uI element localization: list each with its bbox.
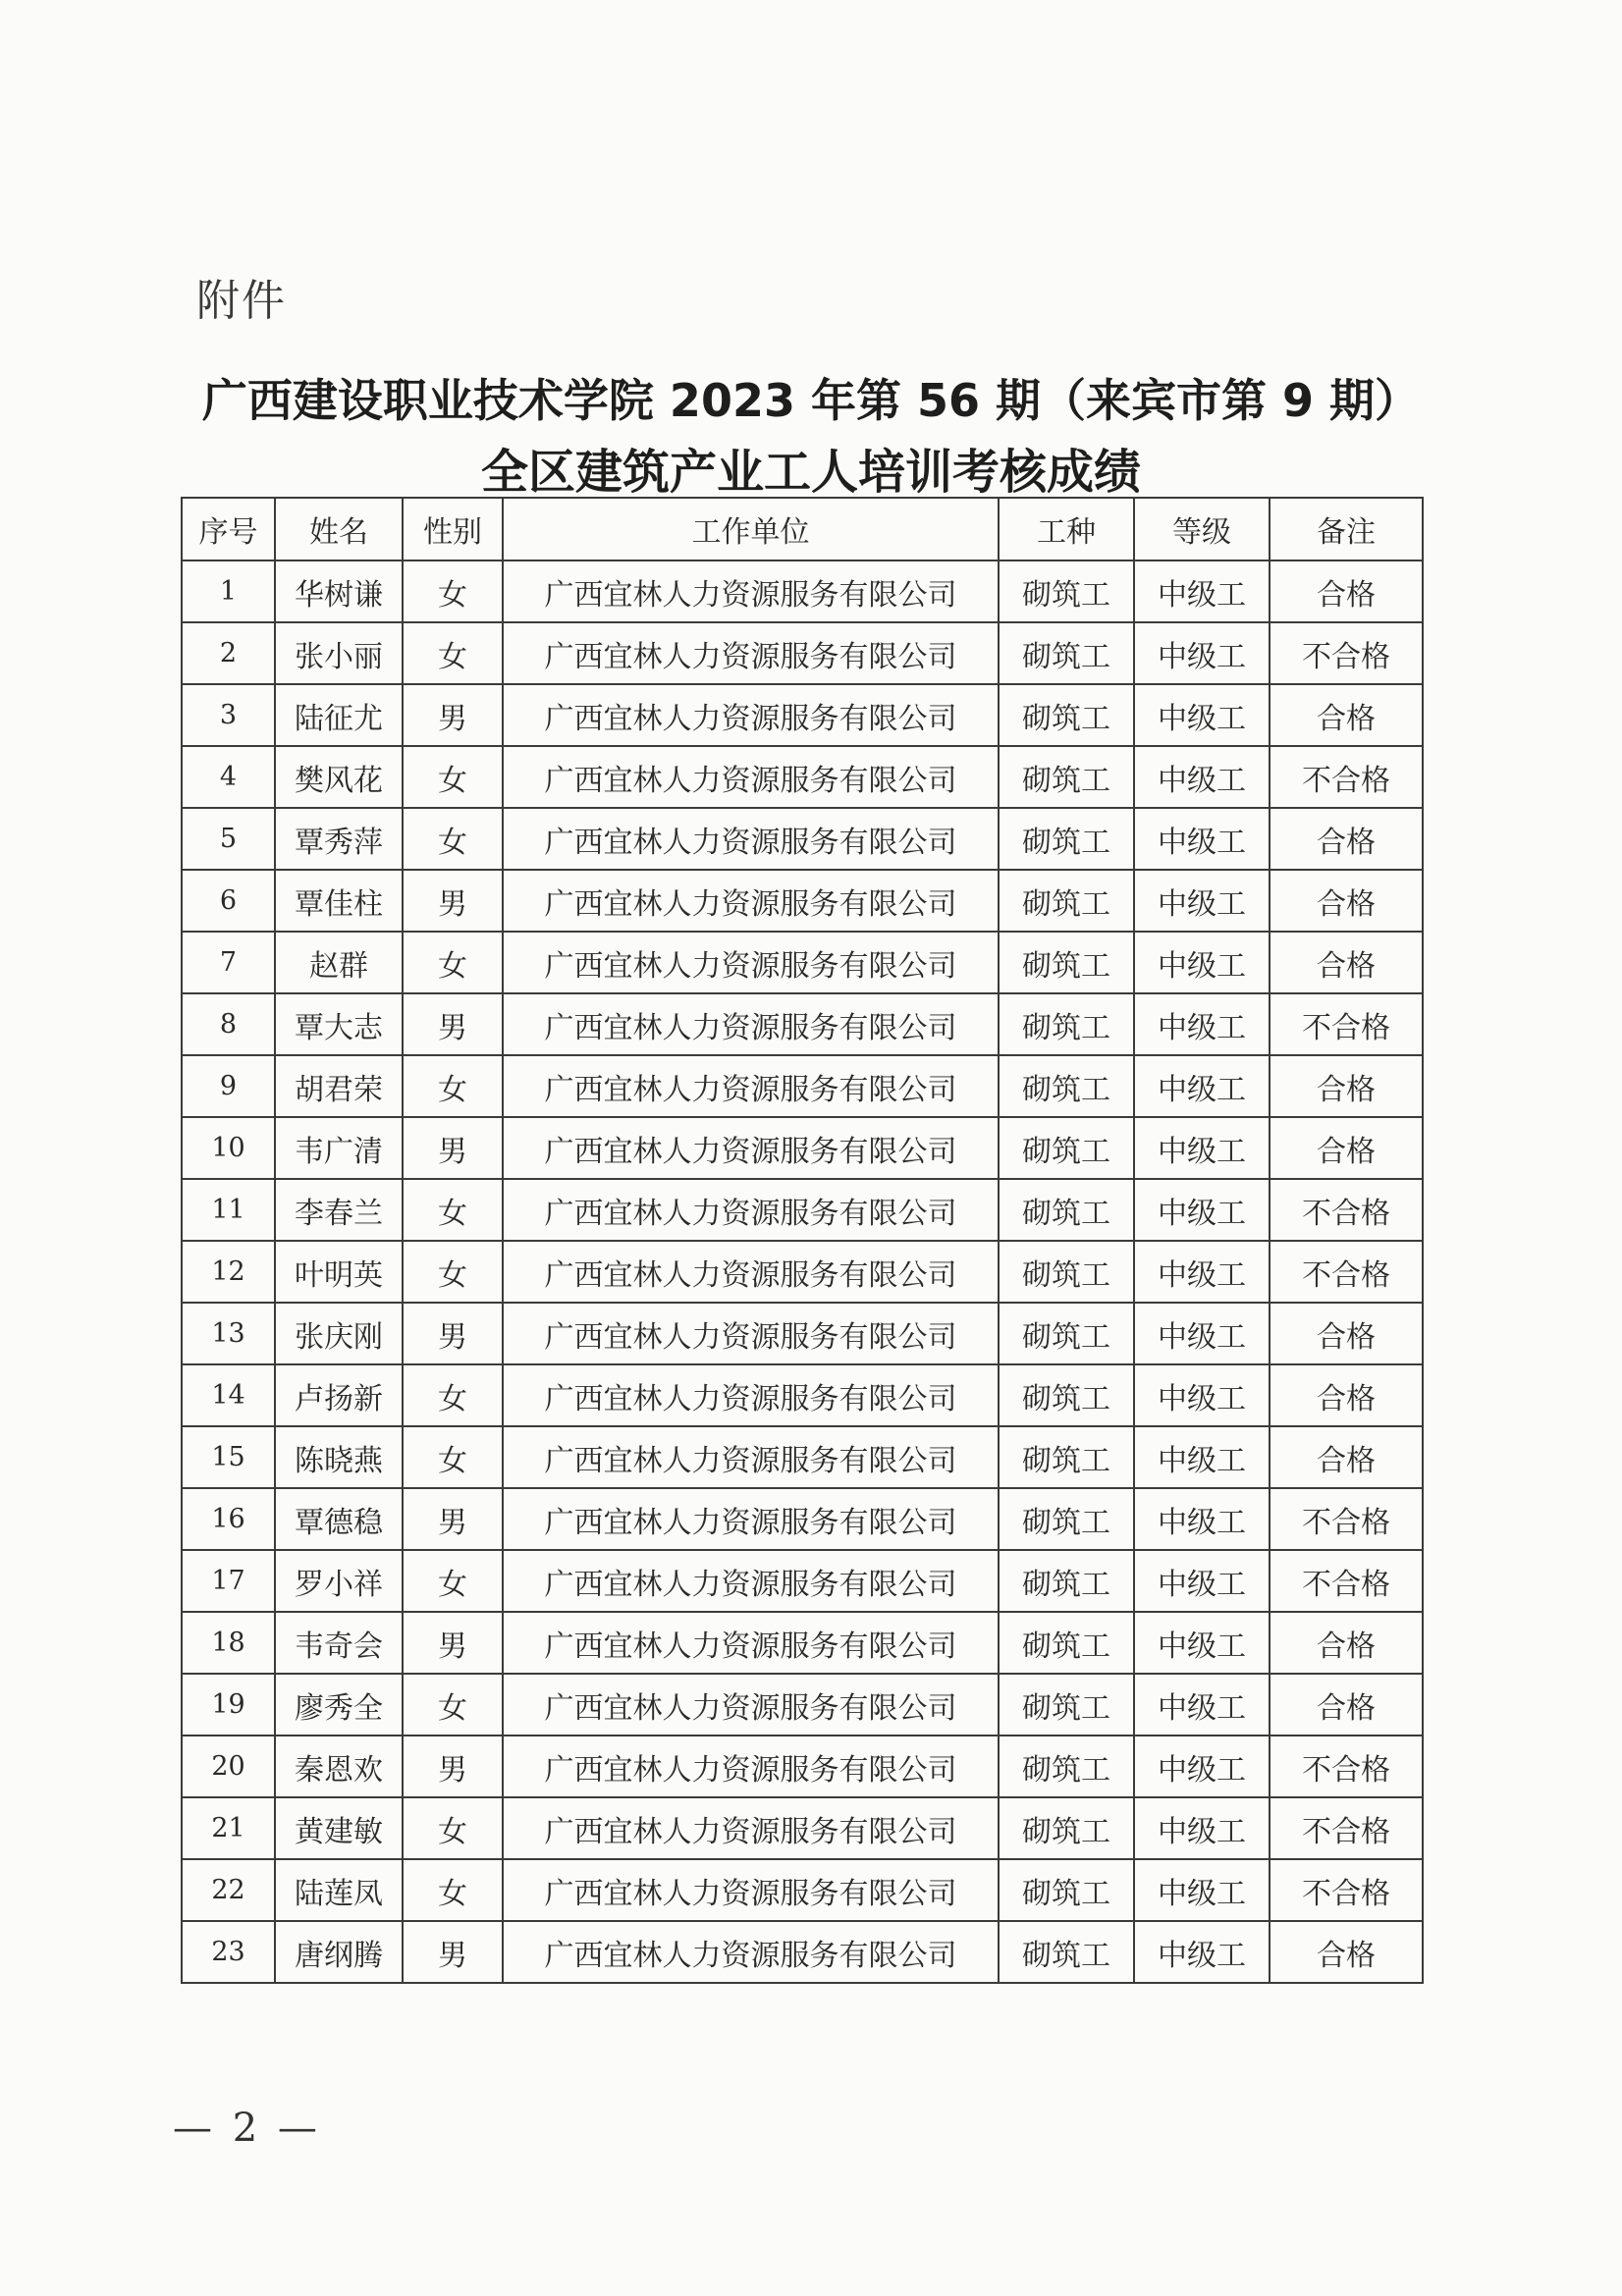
- cell-remark: 合格: [1270, 1921, 1423, 1983]
- cell-level: 中级工: [1134, 1921, 1270, 1983]
- cell-trade: 砌筑工: [999, 1303, 1134, 1364]
- cell-employer: 广西宜林人力资源服务有限公司: [503, 1797, 999, 1859]
- cell-trade: 砌筑工: [999, 1612, 1134, 1674]
- cell-trade: 砌筑工: [999, 1550, 1134, 1612]
- header-seq: 序号: [182, 498, 275, 561]
- cell-name: 李春兰: [275, 1179, 403, 1241]
- cell-employer: 广西宜林人力资源服务有限公司: [503, 1921, 999, 1983]
- cell-seq: 9: [182, 1055, 275, 1117]
- cell-employer: 广西宜林人力资源服务有限公司: [503, 808, 999, 870]
- cell-level: 中级工: [1134, 1241, 1270, 1303]
- cell-trade: 砌筑工: [999, 1921, 1134, 1983]
- cell-level: 中级工: [1134, 561, 1270, 622]
- cell-remark: 合格: [1270, 1612, 1423, 1674]
- cell-remark: 不合格: [1270, 1797, 1423, 1859]
- cell-employer: 广西宜林人力资源服务有限公司: [503, 1550, 999, 1612]
- cell-level: 中级工: [1134, 1612, 1270, 1674]
- table-row: [182, 561, 1423, 622]
- table-row: [182, 993, 1423, 1055]
- cell-trade: 砌筑工: [999, 808, 1134, 870]
- cell-gender: 女: [403, 1797, 503, 1859]
- cell-trade: 砌筑工: [999, 1179, 1134, 1241]
- cell-level: 中级工: [1134, 1179, 1270, 1241]
- cell-remark: 不合格: [1270, 993, 1423, 1055]
- cell-employer: 广西宜林人力资源服务有限公司: [503, 622, 999, 684]
- results-table: [181, 497, 1424, 1984]
- cell-trade: 砌筑工: [999, 1055, 1134, 1117]
- document-title: 广西建设职业技术学院 2023 年第 56 期（来宾市第 9 期）: [201, 374, 1421, 427]
- table-row: [182, 1179, 1423, 1241]
- cell-remark: 合格: [1270, 1303, 1423, 1364]
- cell-gender: 女: [403, 622, 503, 684]
- cell-trade: 砌筑工: [999, 1117, 1134, 1179]
- cell-gender: 女: [403, 1674, 503, 1735]
- cell-employer: 广西宜林人力资源服务有限公司: [503, 1179, 999, 1241]
- cell-remark: 合格: [1270, 1055, 1423, 1117]
- cell-level: 中级工: [1134, 622, 1270, 684]
- cell-remark: 不合格: [1270, 1241, 1423, 1303]
- cell-name: 陆莲凤: [275, 1859, 403, 1921]
- cell-gender: 男: [403, 870, 503, 932]
- cell-employer: 广西宜林人力资源服务有限公司: [503, 993, 999, 1055]
- cell-name: 樊风花: [275, 746, 403, 808]
- cell-seq: 3: [182, 684, 275, 746]
- cell-trade: 砌筑工: [999, 932, 1134, 993]
- cell-seq: 23: [182, 1921, 275, 1983]
- table-row: [182, 932, 1423, 993]
- table-row: [182, 1674, 1423, 1735]
- cell-employer: 广西宜林人力资源服务有限公司: [503, 870, 999, 932]
- cell-seq: 14: [182, 1364, 275, 1426]
- cell-level: 中级工: [1134, 746, 1270, 808]
- cell-employer: 广西宜林人力资源服务有限公司: [503, 1426, 999, 1488]
- cell-gender: 女: [403, 561, 503, 622]
- cell-remark: 不合格: [1270, 1179, 1423, 1241]
- cell-trade: 砌筑工: [999, 993, 1134, 1055]
- cell-trade: 砌筑工: [999, 746, 1134, 808]
- cell-remark: 合格: [1270, 1364, 1423, 1426]
- cell-gender: 女: [403, 1055, 503, 1117]
- cell-remark: 不合格: [1270, 1550, 1423, 1612]
- cell-gender: 女: [403, 1859, 503, 1921]
- cell-remark: 不合格: [1270, 746, 1423, 808]
- cell-level: 中级工: [1134, 1303, 1270, 1364]
- cell-remark: 不合格: [1270, 1488, 1423, 1550]
- cell-seq: 6: [182, 870, 275, 932]
- table-row: [182, 1612, 1423, 1674]
- cell-trade: 砌筑工: [999, 1241, 1134, 1303]
- cell-seq: 8: [182, 993, 275, 1055]
- table-row: [182, 1303, 1423, 1364]
- cell-employer: 广西宜林人力资源服务有限公司: [503, 1859, 999, 1921]
- cell-employer: 广西宜林人力资源服务有限公司: [503, 1117, 999, 1179]
- cell-remark: 合格: [1270, 932, 1423, 993]
- table-row: [182, 808, 1423, 870]
- cell-level: 中级工: [1134, 1550, 1270, 1612]
- header-name: 姓名: [275, 498, 403, 561]
- cell-gender: 女: [403, 1550, 503, 1612]
- cell-employer: 广西宜林人力资源服务有限公司: [503, 1241, 999, 1303]
- cell-level: 中级工: [1134, 1055, 1270, 1117]
- cell-name: 叶明英: [275, 1241, 403, 1303]
- page-number: — 2 —: [173, 2106, 321, 2151]
- cell-seq: 10: [182, 1117, 275, 1179]
- table-row: [182, 684, 1423, 746]
- table-row: [182, 1735, 1423, 1797]
- cell-gender: 男: [403, 1735, 503, 1797]
- cell-remark: 合格: [1270, 808, 1423, 870]
- table-row: [182, 1426, 1423, 1488]
- cell-remark: 合格: [1270, 1674, 1423, 1735]
- cell-gender: 男: [403, 1488, 503, 1550]
- cell-name: 罗小祥: [275, 1550, 403, 1612]
- cell-trade: 砌筑工: [999, 1859, 1134, 1921]
- cell-name: 覃大志: [275, 993, 403, 1055]
- cell-seq: 18: [182, 1612, 275, 1674]
- cell-level: 中级工: [1134, 1426, 1270, 1488]
- cell-gender: 女: [403, 932, 503, 993]
- cell-name: 张小丽: [275, 622, 403, 684]
- cell-level: 中级工: [1134, 1859, 1270, 1921]
- cell-seq: 12: [182, 1241, 275, 1303]
- cell-seq: 11: [182, 1179, 275, 1241]
- cell-remark: 合格: [1270, 1117, 1423, 1179]
- cell-remark: 不合格: [1270, 1735, 1423, 1797]
- cell-seq: 20: [182, 1735, 275, 1797]
- cell-name: 张庆刚: [275, 1303, 403, 1364]
- cell-level: 中级工: [1134, 1735, 1270, 1797]
- cell-seq: 1: [182, 561, 275, 622]
- cell-level: 中级工: [1134, 1674, 1270, 1735]
- cell-remark: 合格: [1270, 870, 1423, 932]
- cell-gender: 男: [403, 1303, 503, 1364]
- cell-name: 赵群: [275, 932, 403, 993]
- cell-level: 中级工: [1134, 1488, 1270, 1550]
- cell-employer: 广西宜林人力资源服务有限公司: [503, 1612, 999, 1674]
- cell-level: 中级工: [1134, 932, 1270, 993]
- table-header-row: [182, 498, 1423, 561]
- cell-gender: 男: [403, 1117, 503, 1179]
- table-row: [182, 1921, 1423, 1983]
- table-row: [182, 1055, 1423, 1117]
- cell-trade: 砌筑工: [999, 622, 1134, 684]
- header-remark: 备注: [1270, 498, 1423, 561]
- cell-name: 秦恩欢: [275, 1735, 403, 1797]
- cell-gender: 女: [403, 1241, 503, 1303]
- header-gender: 性别: [403, 498, 503, 561]
- cell-seq: 19: [182, 1674, 275, 1735]
- cell-remark: 合格: [1270, 1426, 1423, 1488]
- cell-gender: 男: [403, 1612, 503, 1674]
- cell-name: 韦奇会: [275, 1612, 403, 1674]
- cell-name: 覃佳柱: [275, 870, 403, 932]
- table-row: [182, 1488, 1423, 1550]
- cell-trade: 砌筑工: [999, 684, 1134, 746]
- attachment-label: 附件: [196, 276, 287, 326]
- cell-employer: 广西宜林人力资源服务有限公司: [503, 684, 999, 746]
- table-row: [182, 622, 1423, 684]
- cell-trade: 砌筑工: [999, 1364, 1134, 1426]
- cell-name: 陆征尤: [275, 684, 403, 746]
- cell-seq: 15: [182, 1426, 275, 1488]
- cell-trade: 砌筑工: [999, 1488, 1134, 1550]
- table-row: [182, 1797, 1423, 1859]
- document-subtitle: 全区建筑产业工人培训考核成绩: [480, 445, 1141, 500]
- cell-name: 韦广清: [275, 1117, 403, 1179]
- cell-remark: 不合格: [1270, 1859, 1423, 1921]
- table-row: [182, 1550, 1423, 1612]
- table-row: [182, 1241, 1423, 1303]
- cell-seq: 5: [182, 808, 275, 870]
- cell-trade: 砌筑工: [999, 561, 1134, 622]
- cell-level: 中级工: [1134, 808, 1270, 870]
- header-employer: 工作单位: [503, 498, 999, 561]
- cell-level: 中级工: [1134, 1117, 1270, 1179]
- cell-name: 陈晓燕: [275, 1426, 403, 1488]
- cell-remark: 不合格: [1270, 622, 1423, 684]
- cell-employer: 广西宜林人力资源服务有限公司: [503, 1488, 999, 1550]
- cell-gender: 男: [403, 1921, 503, 1983]
- cell-seq: 21: [182, 1797, 275, 1859]
- table-row: [182, 870, 1423, 932]
- table-body: [182, 561, 1423, 1983]
- cell-gender: 女: [403, 1364, 503, 1426]
- cell-employer: 广西宜林人力资源服务有限公司: [503, 1364, 999, 1426]
- cell-level: 中级工: [1134, 1364, 1270, 1426]
- table-row: [182, 1859, 1423, 1921]
- table-row: [182, 1364, 1423, 1426]
- cell-seq: 2: [182, 622, 275, 684]
- cell-employer: 广西宜林人力资源服务有限公司: [503, 1055, 999, 1117]
- cell-gender: 男: [403, 993, 503, 1055]
- cell-name: 覃秀萍: [275, 808, 403, 870]
- cell-employer: 广西宜林人力资源服务有限公司: [503, 746, 999, 808]
- cell-employer: 广西宜林人力资源服务有限公司: [503, 1303, 999, 1364]
- cell-level: 中级工: [1134, 993, 1270, 1055]
- cell-employer: 广西宜林人力资源服务有限公司: [503, 1674, 999, 1735]
- header-trade: 工种: [999, 498, 1134, 561]
- cell-seq: 7: [182, 932, 275, 993]
- cell-name: 胡君荣: [275, 1055, 403, 1117]
- cell-gender: 女: [403, 808, 503, 870]
- cell-seq: 22: [182, 1859, 275, 1921]
- cell-seq: 4: [182, 746, 275, 808]
- cell-level: 中级工: [1134, 684, 1270, 746]
- cell-gender: 女: [403, 1426, 503, 1488]
- cell-trade: 砌筑工: [999, 870, 1134, 932]
- cell-name: 华树谦: [275, 561, 403, 622]
- cell-trade: 砌筑工: [999, 1735, 1134, 1797]
- cell-employer: 广西宜林人力资源服务有限公司: [503, 1735, 999, 1797]
- cell-employer: 广西宜林人力资源服务有限公司: [503, 932, 999, 993]
- cell-name: 廖秀全: [275, 1674, 403, 1735]
- cell-name: 覃德稳: [275, 1488, 403, 1550]
- cell-seq: 13: [182, 1303, 275, 1364]
- cell-seq: 16: [182, 1488, 275, 1550]
- cell-gender: 女: [403, 746, 503, 808]
- cell-remark: 合格: [1270, 561, 1423, 622]
- table-row: [182, 1117, 1423, 1179]
- cell-trade: 砌筑工: [999, 1674, 1134, 1735]
- cell-trade: 砌筑工: [999, 1797, 1134, 1859]
- cell-gender: 男: [403, 684, 503, 746]
- cell-level: 中级工: [1134, 1797, 1270, 1859]
- cell-name: 黄建敏: [275, 1797, 403, 1859]
- cell-remark: 合格: [1270, 684, 1423, 746]
- cell-employer: 广西宜林人力资源服务有限公司: [503, 561, 999, 622]
- cell-seq: 17: [182, 1550, 275, 1612]
- cell-name: 卢扬新: [275, 1364, 403, 1426]
- cell-level: 中级工: [1134, 870, 1270, 932]
- header-level: 等级: [1134, 498, 1270, 561]
- cell-gender: 女: [403, 1179, 503, 1241]
- cell-trade: 砌筑工: [999, 1426, 1134, 1488]
- cell-name: 唐纲腾: [275, 1921, 403, 1983]
- table-row: [182, 746, 1423, 808]
